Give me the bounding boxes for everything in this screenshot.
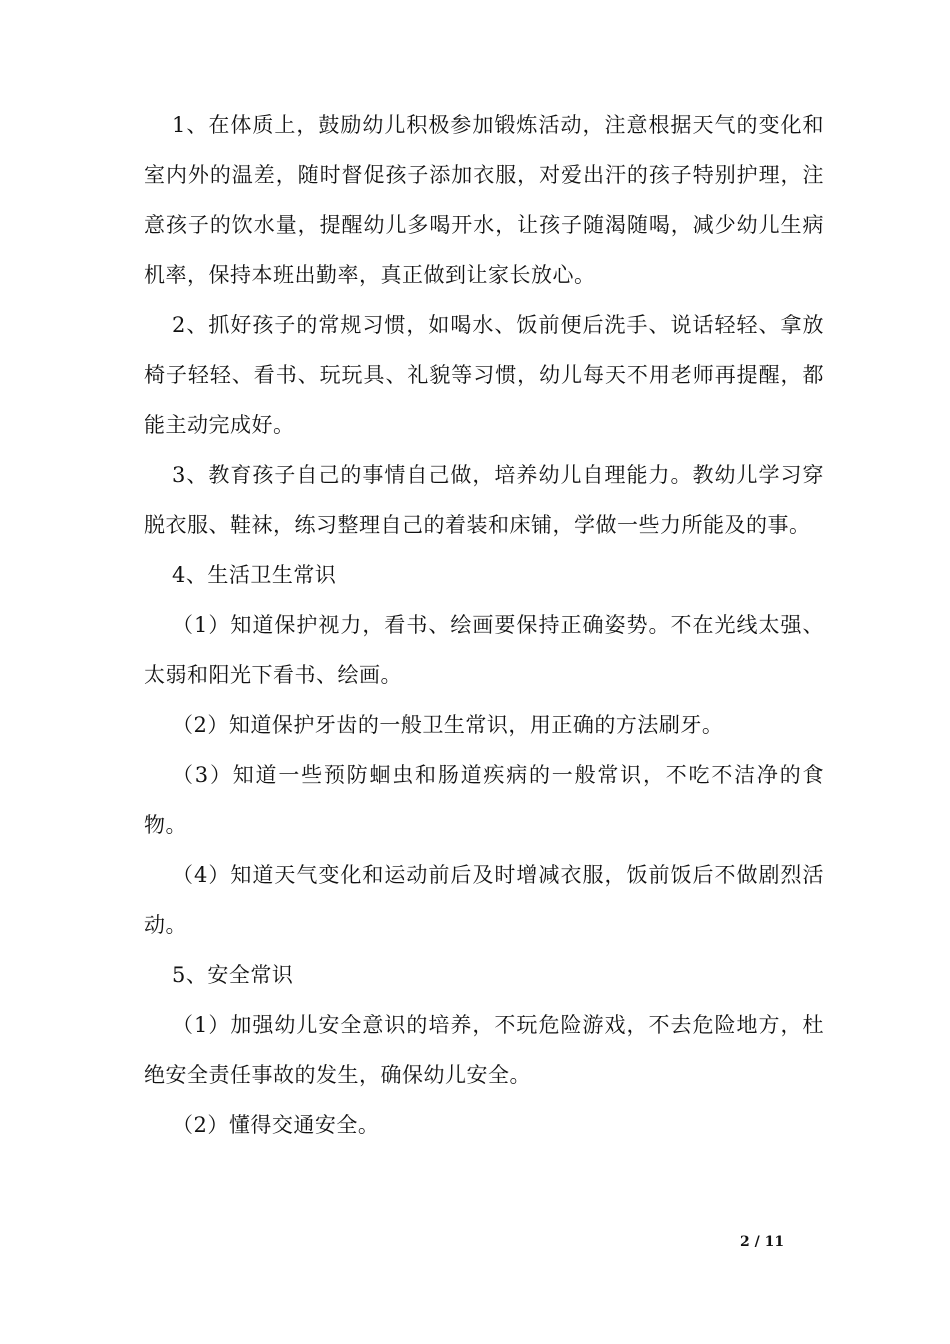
heading-safety-knowledge: 5、安全常识 <box>172 963 294 987</box>
page-number: 2 / 11 <box>740 1234 785 1250</box>
heading-hygiene-knowledge: 4、生活卫生常识 <box>172 563 337 587</box>
paragraph-physical-health: 1、在体质上，鼓励幼儿积极参加锻炼活动，注意根据天气的变化和室内外的温差，随时督促孩子添加衣服，对爱出汗的孩子特别护理，注意孩子的饮水量，提醒幼儿多喝开水，让孩子随渴随喝，减少幼儿生病机率，保持本班出勤率，真正做到让家长放心。 <box>144 113 824 287</box>
paragraph-traffic-safety: （2）懂得交通安全。 <box>172 1113 380 1137</box>
paragraph-hygiene-teeth: （2）知道保护牙齿的一般卫生常识，用正确的方法刷牙。 <box>172 713 724 737</box>
paragraph-safety-awareness: （1）加强幼儿安全意识的培养，不玩危险游戏，不去危险地方，杜绝安全责任事故的发生，确保幼儿安全。 <box>144 1013 824 1087</box>
paragraph-hygiene-disease: （3）知道一些预防蛔虫和肠道疾病的一般常识，不吃不洁净的食物。 <box>144 763 824 837</box>
paragraph-hygiene-clothing: （4）知道天气变化和运动前后及时增减衣服，饭前饭后不做剧烈活动。 <box>144 863 824 937</box>
paragraph-self-care: 3、教育孩子自己的事情自己做，培养幼儿自理能力。教幼儿学习穿脱衣服、鞋袜，练习整理自己的着装和床铺，学做一些力所能及的事。 <box>144 463 824 537</box>
paragraph-routine-habits: 2、抓好孩子的常规习惯，如喝水、饭前便后洗手、说话轻轻、拿放椅子轻轻、看书、玩玩具、礼貌等习惯，幼儿每天不用老师再提醒，都能主动完成好。 <box>144 313 824 437</box>
document-body <box>144 100 824 1150</box>
paragraph-hygiene-eyesight: （1）知道保护视力，看书、绘画要保持正确姿势。不在光线太强、太弱和阳光下看书、绘画。 <box>144 613 824 687</box>
